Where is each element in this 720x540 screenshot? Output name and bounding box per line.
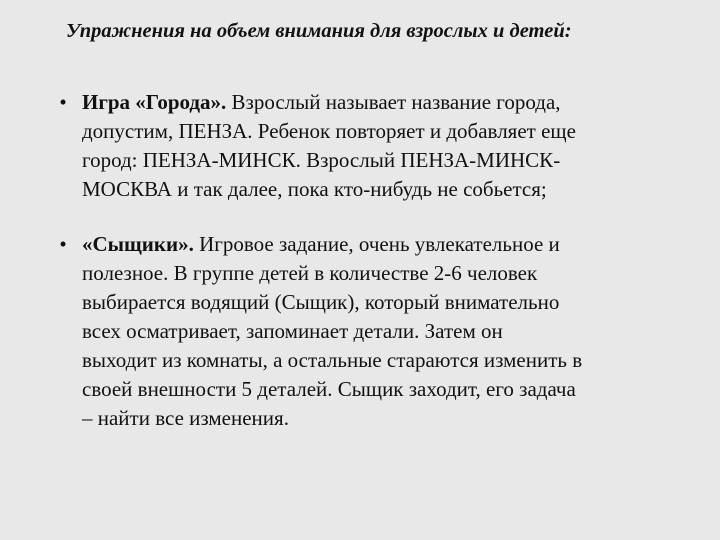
item-lead: «Сыщики». <box>82 232 194 256</box>
item-line: выходит из комнаты, а остальные стараются изменить в <box>82 348 583 372</box>
item-line: Взрослый называет название города, <box>226 90 561 114</box>
bullet-item-goroda <box>56 88 656 204</box>
item-line: своей внешности 5 деталей. Сыщик заходит, его задача <box>82 377 576 401</box>
bullet-icon: • <box>59 232 67 256</box>
item-line: выбирается водящий (Сыщик), который внимательно <box>82 290 560 314</box>
bullet-item-syshchiki <box>56 230 656 433</box>
item-text-line <box>82 230 656 259</box>
item-line: допустим, ПЕНЗА. Ребенок повторяет и добавляет еще <box>82 119 576 143</box>
item-text-line <box>82 88 656 117</box>
item-line: город: ПЕНЗА-МИНСК. Взрослый ПЕНЗА-МИНСК- <box>82 148 561 172</box>
item-lead: Игра «Города». <box>82 90 227 114</box>
item-line: всех осматривает, запоминает детали. Затем он <box>82 319 503 343</box>
item-line: Игровое задание, очень увлекательное и <box>193 232 560 256</box>
bullet-list <box>56 88 656 459</box>
item-line: МОСКВА и так далее, пока кто-нибудь не собьется; <box>82 177 547 201</box>
item-line: – найти все изменения. <box>82 406 289 430</box>
slide-title: Упражнения на объем внимания для взрослых и детей: <box>66 20 572 42</box>
item-line: полезное. В группе детей в количестве 2-6 человек <box>82 261 538 285</box>
bullet-icon: • <box>59 90 67 114</box>
